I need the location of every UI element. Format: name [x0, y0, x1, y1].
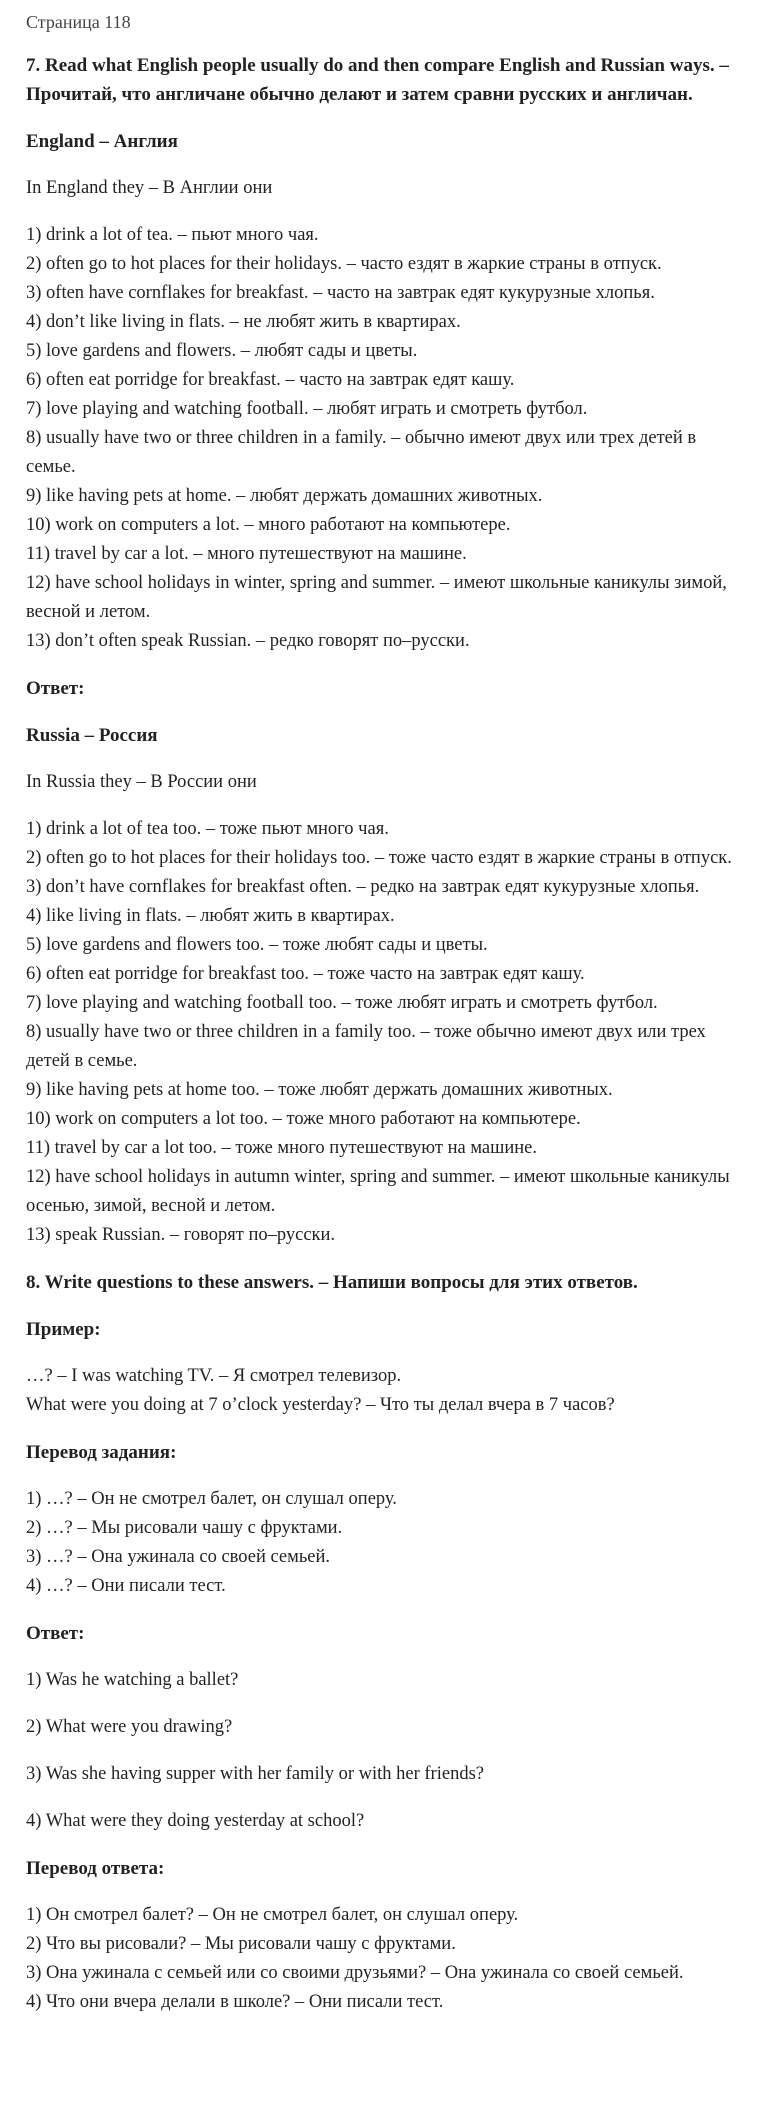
list-item: 2) often go to hot places for their holidays too. – тоже часто ездят в жаркие страны в отпуск. — [26, 848, 732, 868]
list-item: 10) work on computers a lot too. – тоже много работают на компьютере. — [26, 1109, 581, 1129]
list-item: 5) love gardens and flowers too. – тоже любят сады и цветы. — [26, 935, 488, 955]
answer-item: 3) Was she having supper with her family or with her friends? — [26, 1764, 484, 1784]
answer-item: 4) What were they doing yesterday at school? — [26, 1811, 365, 1831]
example-heading: Пример: — [26, 1319, 101, 1340]
list-item: 2) Что вы рисовали? – Мы рисовали чашу с фруктами. — [26, 1934, 456, 1954]
list-item: 4) …? – Они писали тест. — [26, 1576, 226, 1596]
list-item: 4) like living in flats. – любят жить в квартирах. — [26, 906, 395, 926]
russia-heading: Russia – Россия — [26, 725, 158, 746]
russia-intro: In Russia they – В России они — [26, 772, 257, 792]
example-line: What were you doing at 7 o’clock yesterday? – Что ты делал вчера в 7 часов? — [26, 1395, 615, 1415]
answer-translation-list — [26, 1901, 746, 2017]
task-translation-heading: Перевод задания: — [26, 1442, 177, 1463]
list-item: 1) drink a lot of tea too. – тоже пьют много чая. — [26, 819, 389, 839]
list-item: 7) love playing and watching football. – любят играть и смотреть футбол. — [26, 399, 588, 419]
list-item: 4) don’t like living in flats. – не любят жить в квартирах. — [26, 312, 461, 332]
list-item: 8) usually have two or three children in a family. – обычно имеют двух или трех детей в семье. — [26, 428, 697, 477]
list-item: 13) speak Russian. – говорят по–русски. — [26, 1225, 336, 1245]
list-item: 5) love gardens and flowers. – любят сады и цветы. — [26, 341, 418, 361]
list-item: 6) often eat porridge for breakfast too. – тоже часто на завтрак едят кашу. — [26, 964, 585, 984]
list-item: 2) often go to hot places for their holidays. – часто ездят в жаркие страны в отпуск. — [26, 254, 662, 274]
list-item: 6) often eat porridge for breakfast. – часто на завтрак едят кашу. — [26, 370, 515, 390]
page-number-label: Страница 118 — [26, 12, 131, 32]
task-translation-list — [26, 1485, 746, 1601]
list-item: 7) love playing and watching football too. – тоже любят играть и смотреть футбол. — [26, 993, 658, 1013]
russia-list — [26, 815, 746, 1250]
list-item: 9) like having pets at home. – любят держать домашних животных. — [26, 486, 543, 506]
list-item: 3) don’t have cornflakes for breakfast often. – редко на завтрак едят кукурузные хлопья. — [26, 877, 700, 897]
task-8-answer-heading: Ответ: — [26, 1623, 85, 1644]
list-item: 3) …? – Она ужинала со своей семьей. — [26, 1547, 331, 1567]
example-block — [26, 1362, 746, 1420]
task-7-title: 7. Read what English people usually do and then compare English and Russian ways. – Прочитай, что англичане обычно делают и затем сравни русских и англичан. — [26, 55, 729, 105]
list-item: 2) …? – Мы рисовали чашу с фруктами. — [26, 1518, 343, 1538]
list-item: 3) Она ужинала с семьей или со своими друзьями? – Она ужинала со своей семьей. — [26, 1963, 684, 1983]
example-line: …? – I was watching TV. – Я смотрел телевизор. — [26, 1366, 402, 1386]
england-intro: In England they – В Англии они — [26, 178, 273, 198]
list-item: 9) like having pets at home too. – тоже любят держать домашних животных. — [26, 1080, 613, 1100]
list-item: 11) travel by car a lot. – много путешествуют на машине. — [26, 544, 467, 564]
england-heading: England – Англия — [26, 131, 178, 152]
answer-item: 2) What were you drawing? — [26, 1717, 233, 1737]
list-item: 13) don’t often speak Russian. – редко говорят по–русски. — [26, 631, 470, 651]
list-item: 10) work on computers a lot. – много работают на компьютере. — [26, 515, 511, 535]
list-item: 1) drink a lot of tea. – пьют много чая. — [26, 225, 319, 245]
task-7-answer-heading: Ответ: — [26, 678, 85, 699]
list-item: 1) …? – Он не смотрел балет, он слушал оперу. — [26, 1489, 397, 1509]
list-item: 8) usually have two or three children in a family too. – тоже обычно имеют двух или трех детей в семье. — [26, 1022, 706, 1071]
list-item: 1) Он смотрел балет? – Он не смотрел балет, он слушал оперу. — [26, 1905, 519, 1925]
task-8-title: 8. Write questions to these answers. – Напиши вопросы для этих ответов. — [26, 1272, 638, 1293]
answer-item: 1) Was he watching a ballet? — [26, 1670, 239, 1690]
list-item: 3) often have cornflakes for breakfast. – часто на завтрак едят кукурузные хлопья. — [26, 283, 655, 303]
list-item: 12) have school holidays in autumn winter, spring and summer. – имеют школьные каникулы осенью, зимой, весной и летом. — [26, 1167, 730, 1216]
list-item: 4) Что они вчера делали в школе? – Они писали тест. — [26, 1992, 444, 2012]
england-list — [26, 221, 746, 656]
list-item: 12) have school holidays in winter, spring and summer. – имеют школьные каникулы зимой, весной и летом. — [26, 573, 727, 622]
list-item: 11) travel by car a lot too. – тоже много путешествуют на машине. — [26, 1138, 537, 1158]
answer-translation-heading: Перевод ответа: — [26, 1858, 165, 1879]
